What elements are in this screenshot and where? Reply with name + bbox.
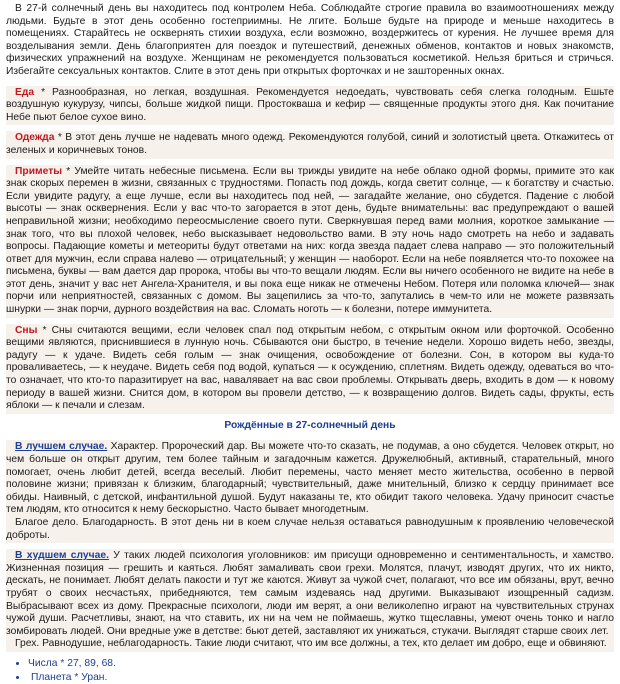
facts-list xyxy=(6,658,614,684)
clothes-text: * В этот день лучше не надевать много одежд. Рекомендуются голубой, синий и золотистый цвета. Откажитесь от зеленых и коричневых тонов. xyxy=(6,132,614,156)
food-section xyxy=(6,86,614,126)
omens-label: Приметы xyxy=(15,166,62,177)
omens-text: * Умейте читать небесные письмена. Если вы трижды увидите на небе облако одной формы, примите это как знак скорых перемен в жизни, связанных с трудностями. Попасть под дождь, когда светит солнце, — к богатству и счастью. Если увидите радугу, а еще лучше, если вы находитесь под ней, — загадайте желание, оно сбудется. Падение с любой высоты — знак осквернения. Если у вас что-то загорается в этот день, будьте внимательны: вас предупреждают о вашей неправильной жизни; необходимо переосмысление своего пути. Сверкнувшая перед вами молния, короткое замыкание — знак того, что вы плохой человек, небо высказывает недовольство вами. В эту ночь надо смотреть на небо и задавать вопросы. Падающие кометы и метеориты будут ответами на них: когда звезда падает слева направо — это положительный ответ для мужчин, если справа налево — отрицательный; у женщин — наоборот. Если на небе появляется что-то похожее на письмена, буквы — вам дается дар пророка, чтобы вы что-то вещали людям. Если вы ничего особенного не видите на небе в этот день, значит у вас нет Ангела-Хранителя, и вы пока еще никак не отмечены Небом. Потеря или поломка ключей— знак порчи или неприятностей, связанных с домом. Вы зацепились за что-то, запутались в чем-то или не можете развязать шнурки — знак порчи, дурного воздействия на вас. Сломать ноготь — к болезни, потере иммунитета. xyxy=(6,166,614,316)
food-label: Еда xyxy=(15,87,34,98)
dreams-label: Сны xyxy=(15,325,37,336)
born-heading: Рождённые в 27-солнечный день xyxy=(6,420,614,433)
list-item-numbers: • Числа * 27, 89, 68. xyxy=(28,658,614,671)
list-item-planet: • Планета * Уран. xyxy=(28,672,614,684)
intro-paragraph: В 27-й солнечный день вы находитесь под контролем Неба. Соблюдайте строгие правила во взаимоотношениях между людьми. Будьте в этот день особенно гостеприимны. Не лгите. Больше будьте на природе и меньше находитесь в помещениях. Старайтесь не осквернять стихии воздуха, если возможно, воздержитесь от курения. Не лучшее время для возделывания земли. День благоприятен для поездок и путешествий, денежных обменов, контактов и новых знакомств, физических упражнений на воздухе. Женщинам не рекомендуется пользоваться косметикой. Нельзя бриться и стричься. Избегайте сексуальных контактов. Слите в этот день при открытых форточках и не зашторенных окнах. xyxy=(6,3,614,79)
best-case-extra: Благое дело. Благодарность. В этот день ни в коем случае нельзя оставаться равнодушным к проявлению человеческой доброты. xyxy=(6,517,614,542)
best-case-section xyxy=(6,440,614,543)
dreams-section xyxy=(6,324,614,414)
dreams-text: * Сны считаются вещими, если человек спал под открытым небом, с открытым окном или форточкой. Особенно вещими являются, приснившиеся в лунную ночь. Сбываются они быстро, в течение недели. Хорошо видеть небо, звезды, радугу — к удаче. Видеть себя голым — знак очищения, освобождение от болезни. Сон, в котором вы куда-то проваливаетесь, — к неудаче. Видеть себя под водой, купаться — к осуждению, сплетням. Видеть одежду, одеваться во что-то означает, что кто-то паразитирует на вас, навалявает на вас свои проблемы. Открывать дверь, входить в дом — к новому периоду в вашей жизни. Снится дом, в котором вы провели детство, — к возвращению долгов. Видеть сады, фрукты, есть яблоки — к печали и слезам. xyxy=(6,325,614,412)
worst-case-text: У таких людей психология уголовников: им присущи одновременно и сентиментальность, и хамство. Жизненная позиция — грешить и каяться. Любят замаливать свои грехи. Молятся, плачут, изводят других, что их никто, дескать, не понимает. Любят делать пакости и тут же каются. Живут за чужой счет, полагают, что все им обязаны, врут, вечно трубят о своих несчастьях, прибедняются, тем самым издеваясь над другими. Выказывают изощренный садизм. Выбрасывают всех из дому. Прекрасные психологи, люди им верят, а они великолепно играют на чувствительных струнах чужой души. Расчетливы, знают, на что ставить, их ни на чем не поймаешь, жутко тщеславны, умеют очень тонко и нагло зомбировать людей. Они вредные уже в детстве: бьют детей, заставляют их унижаться, стукачи. Выглядят старше своих лет. xyxy=(6,550,614,637)
omens-section xyxy=(6,165,614,318)
best-case-label: В лучшем случае. xyxy=(15,441,107,452)
clothes-label: Одежда xyxy=(15,132,54,143)
clothes-section xyxy=(6,131,614,158)
best-case-text: Характер. Пророческий дар. Вы можете что-то сказать, не подумав, а оно сбудется. Человек открыт, но чем больше он открыт другим, тем более тайным и загадочным кажется. Дружелюбный, активный, старательный, много помогает, очень любит детей, всегда веселый. Любит перемены, часто меняет место жительства, особенно в первой половине жизни; привязан к близким, благодарный; чувствительный, даже мнительный, близко к сердцу принимает все обиды. Наивный, с детской, инфантильной душой. Будут наказаны те, кто обидит такого человека. Удачу приносит счастье тем людям, кто относится к нему бескорыстно. Часто бывает многодетным. xyxy=(6,441,614,515)
worst-case-section xyxy=(6,549,614,652)
worst-case-extra: Грех. Равнодушие, неблагодарность. Такие люди считают, что им все должны, а тех, кто делает им добро, еще и обвиняют. xyxy=(6,638,614,651)
worst-case-label: В худшем случае. xyxy=(15,550,109,561)
food-text: * Разнообразная, но легкая, воздушная. Рекомендуется недоедать, чувствовать себя слегка голодным. Ешьте воздушную кукурузу, чипсы, больше жидкой пищи. Простокваша и кефир — священные продукты этого дня. Как почитание Небе пьют белое сухое вино. xyxy=(6,87,614,123)
